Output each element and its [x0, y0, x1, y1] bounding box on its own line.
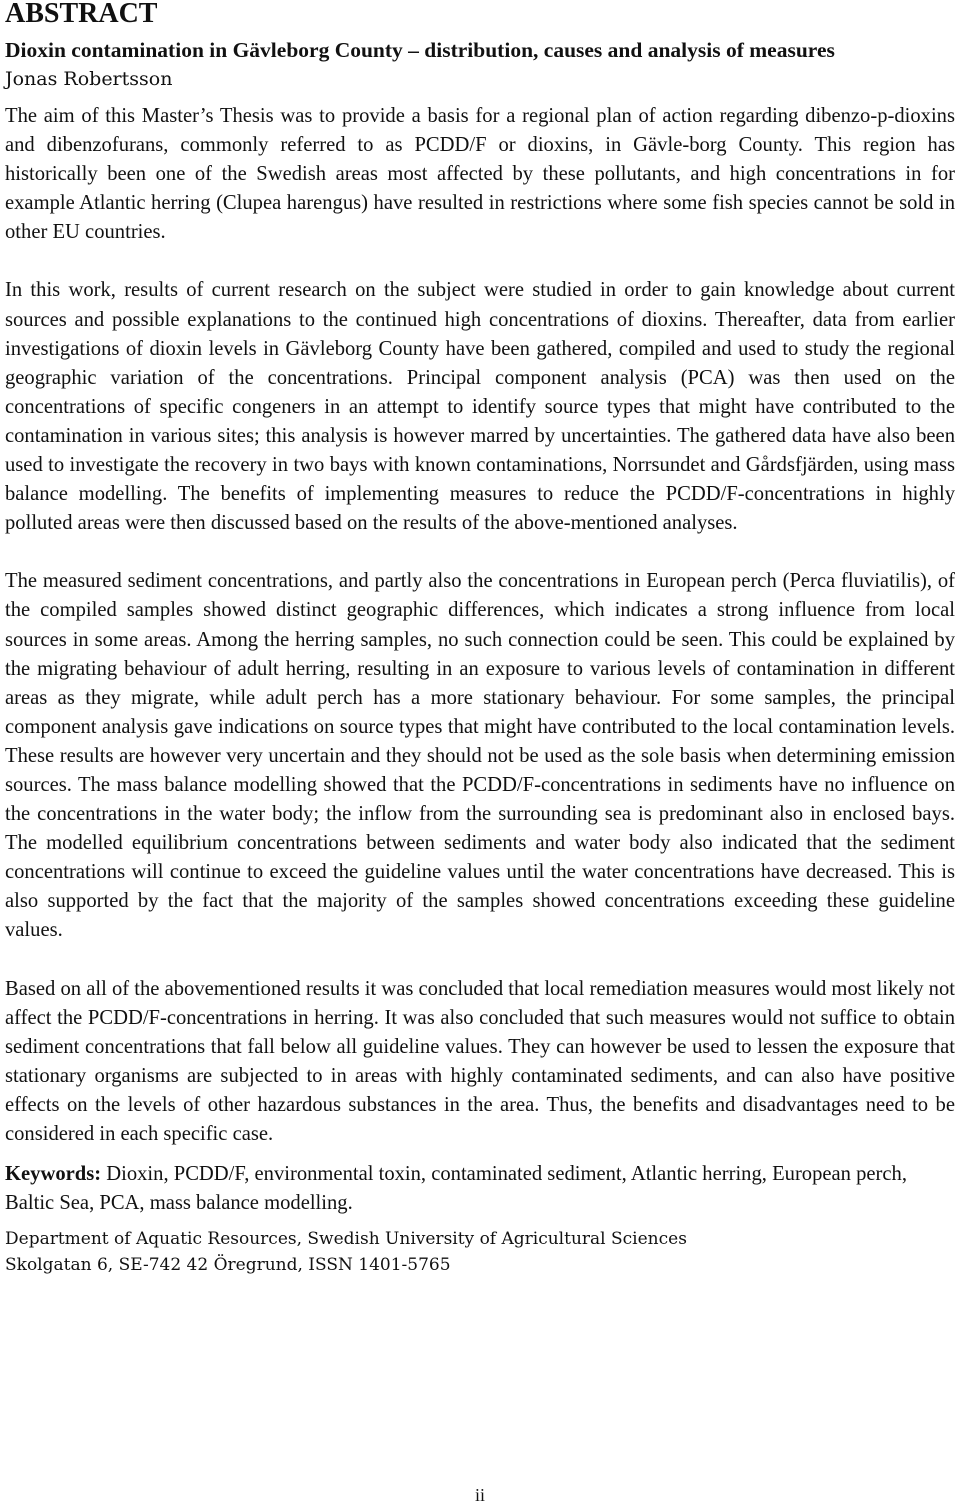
keywords-text: Dioxin, PCDD/F, environmental toxin, contaminated sediment, Atlantic herring, European perch, Baltic Sea, PCA, mass balance modelling. — [5, 1163, 908, 1215]
affiliation-address: Skolgatan 6, SE-742 42 Öregrund, ISSN 1401-5765 — [5, 1255, 451, 1276]
abstract-paragraph-2: In this work, results of current research on the subject were studied in order to gain knowledge about current sources and possible explanations to the continued high concentrations of dioxins. Thereafter, data from earlier investigations of dioxin levels in Gävleborg County have been gathered, compiled and used to study the regional geographic variation of the concentrations. Principal component analysis (PCA) was then used on the concentrations of specific congeners in an attempt to identify source types that might have contributed to the contamination in various sites; this analysis is however marred by uncertainties. The gathered data have also been used to investigate the recovery in two bays with known contaminations, Norrsundet and Gårdsfjärden, using mass balance modelling. The benefits of implementing measures to reduce the PCDD/F-concentrations in highly polluted areas were then discussed based on the results of the above-mentioned analyses. — [5, 279, 955, 535]
abstract-heading: ABSTRACT — [5, 0, 158, 29]
abstract-page — [5, 0, 955, 1278]
abstract-paragraph-4: Based on all of the abovementioned results it was concluded that local remediation measures would most likely not affect the PCDD/F-concentrations in herring. It was also concluded that such measures would not suffice to obtain sediment concentrations that fall below all guideline values. They can however be used to lessen the exposure that stationary organisms are subjected to in areas with highly contaminated sediments, and can also have positive effects on the levels of other hazardous substances in the area. Thus, the benefits and disadvantages need to be considered in each specific case. — [5, 977, 955, 1145]
keywords — [5, 1160, 955, 1218]
page-number: ii — [474, 1485, 485, 1505]
abstract-paragraph-1: The aim of this Master’s Thesis was to provide a basis for a regional plan of action regarding dibenzo-p-dioxins and dibenzofurans, commonly referred to as PCDD/F or dioxins, in Gävle-borg County. This region has historically been one of the Swedish areas most affected by these pollutants, and high concentrations in for example Atlantic herring (Clupea harengus) have resulted in restrictions where some fish species cannot be sold in other EU countries. — [5, 105, 955, 244]
thesis-title: Dioxin contamination in Gävleborg County – distribution, causes and analysis of measures — [5, 38, 835, 62]
affiliation — [5, 1226, 955, 1278]
abstract-paragraph-3: The measured sediment concentrations, and partly also the concentrations in European perch (Perca fluviatilis), of the compiled samples showed distinct geographic differences, which indicates a strong influence from local sources in some areas. Among the herring samples, no such connection could be seen. This could be explained by the migrating behaviour of adult herring, resulting in an exposure to various levels of contamination in different areas as they migrate, while adult perch has a more stationary behaviour. For some samples, the principal component analysis gave indications on source types that might have contributed to the local contamination levels. These results are however very uncertain and they should not be used as the sole basis when determining emission sources. The mass balance modelling showed that the PCDD/F-concentrations in sediments have no influence on the concentrations in the water body; the inflow from the surrounding sea is predominant also in enclosed bays. The modelled equilibrium concentrations between sediments and water body also indicated that the sediment concentrations will continue to exceed the guideline values until the water concentrations have decreased. This is also supported by the fact that the majority of the samples showed concentrations exceeding these guideline values. — [5, 570, 955, 942]
keywords-label: Keywords: — [5, 1163, 102, 1186]
affiliation-department: Department of Aquatic Resources, Swedish University of Agricultural Sciences — [5, 1229, 687, 1250]
author-name: Jonas Robertsson — [5, 68, 173, 90]
